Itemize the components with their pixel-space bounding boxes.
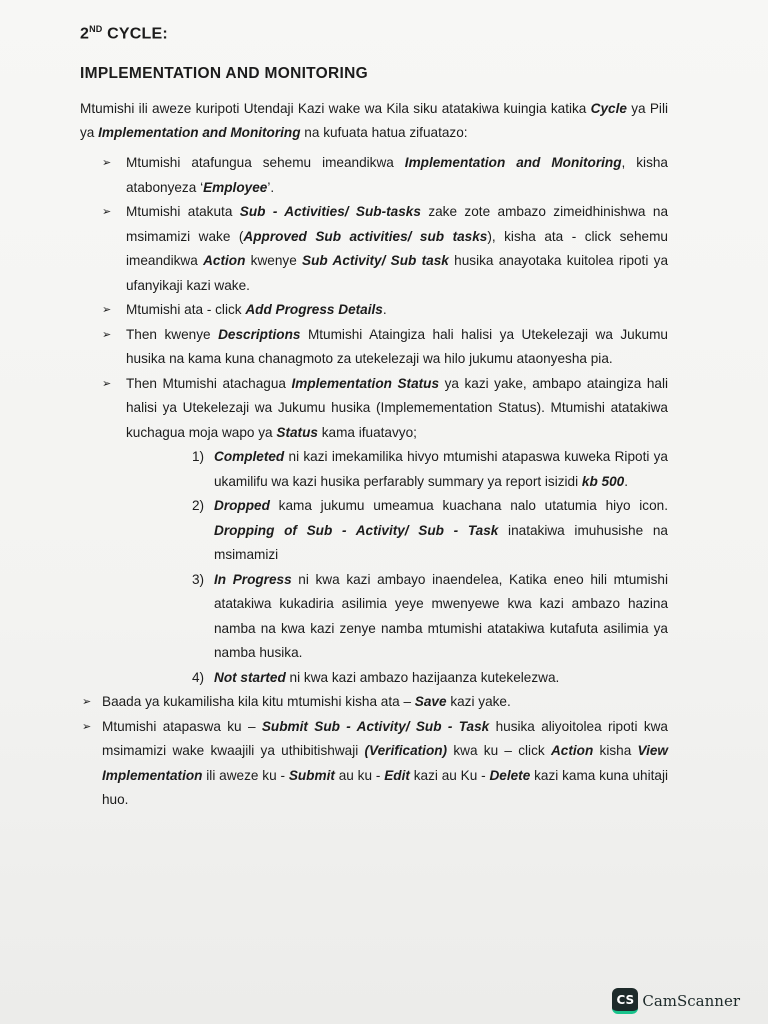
cycle-label: CYCLE: xyxy=(102,25,168,43)
step-item: ➢ Mtumishi atafungua sehemu imeandikwa Implementation and Monitoring, kisha atabonyeza ‘Employee’. xyxy=(80,151,668,200)
step-item: ➢ Then kwenye Descriptions Mtumishi Ataingiza hali halisi ya Utekelezaji wa Jukumu husika na kama kuna chanagmoto za utekelezaji wa hilo jukumu ataonyesha pia. xyxy=(80,323,668,372)
camscanner-watermark xyxy=(612,988,740,1014)
camscanner-name: CamScanner xyxy=(642,992,740,1010)
intro-paragraph: Mtumishi ili aweze kuripoti Utendaji Kazi wake wa Kila siku atatakiwa kuingia katika Cycle ya Pili ya Implementation and Monitoring na kufuata hatua zifuatazo: xyxy=(80,101,668,141)
step-item: ➢ Mtumishi atapaswa ku – Submit Sub - Activity/ Sub - Task husika aliyoitolea ripoti kwa msimamizi wake kwaajili ya uthibitishwaji (Verification) kwa ku – click Action kisha View Implementation ili aweze ku - Submit au ku - Edit kazi au Ku - Delete kazi kama kuna uhitaji huo. xyxy=(60,715,668,813)
arrow-bullet-icon: ➢ xyxy=(102,328,112,341)
document-body xyxy=(80,24,668,813)
step-item: ➢ Then Mtumishi atachagua Implementation Status ya kazi yake, ambapo ataingiza hali halisi ya Utekelezaji wa Jukumu husika (Implemementation Status). Mtumishi atatakiwa kuchagua moja wapo ya Status kama ifuatavyo; xyxy=(80,372,668,446)
steps-list xyxy=(80,151,668,445)
status-number: 4) xyxy=(192,669,205,685)
cycle-ordinal: ND xyxy=(89,24,103,34)
status-list xyxy=(80,445,668,690)
step-item: ➢ Baada ya kukamilisha kila kitu mtumishi kisha ata – Save kazi yake. xyxy=(60,690,668,715)
status-number: 2) xyxy=(192,498,205,514)
status-number: 1) xyxy=(192,449,205,465)
cycle-number: 2 xyxy=(80,25,90,43)
final-steps-list xyxy=(80,690,668,813)
status-number: 3) xyxy=(192,571,205,587)
status-item: 3) In Progress ni kwa kazi ambayo inaendelea, Katika eneo hili mtumishi atatakiwa kukadiria asilimia yeye mwenyewe kwa kazi ambazo hazina namba na kwa kazi zenye namba mtumishi atatakiwa kutafuta asilimia ya namba husika. xyxy=(80,568,668,666)
arrow-bullet-icon: ➢ xyxy=(82,696,92,709)
arrow-bullet-icon: ➢ xyxy=(102,157,112,170)
section-heading: IMPLEMENTATION AND MONITORING xyxy=(80,65,368,83)
arrow-bullet-icon: ➢ xyxy=(102,377,112,390)
status-item: 2) Dropped kama jukumu umeamua kuachana nalo utatumia hiyo icon. Dropping of Sub - Activity/ Sub - Task inatakiwa imuhusishe na msimamizi xyxy=(80,494,668,568)
arrow-bullet-icon: ➢ xyxy=(82,720,92,733)
cycle-title xyxy=(80,24,668,43)
arrow-bullet-icon: ➢ xyxy=(102,304,112,317)
camscanner-logo-icon: CS xyxy=(612,988,638,1014)
arrow-bullet-icon: ➢ xyxy=(102,206,112,219)
step-item: ➢ Mtumishi atakuta Sub - Activities/ Sub-tasks zake zote ambazo zimeidhinishwa na msimamizi wake (Approved Sub activities/ sub tasks), kisha ata - click sehemu imeandikwa Action kwenye Sub Activity/ Sub task husika anayotaka kuitolea ripoti ya ufanyikaji kazi wake. xyxy=(80,200,668,298)
step-item: ➢ Mtumishi ata - click Add Progress Details. xyxy=(80,298,668,323)
status-item: 1) Completed ni kazi imekamilika hivyo mtumishi atapaswa kuweka Ripoti ya ukamilifu wa kazi husika perfarably summary ya report isizidi kb 500. xyxy=(80,445,668,494)
status-item: 4) Not started ni kwa kazi ambazo hazijaanza kutekelezwa. xyxy=(80,666,668,691)
